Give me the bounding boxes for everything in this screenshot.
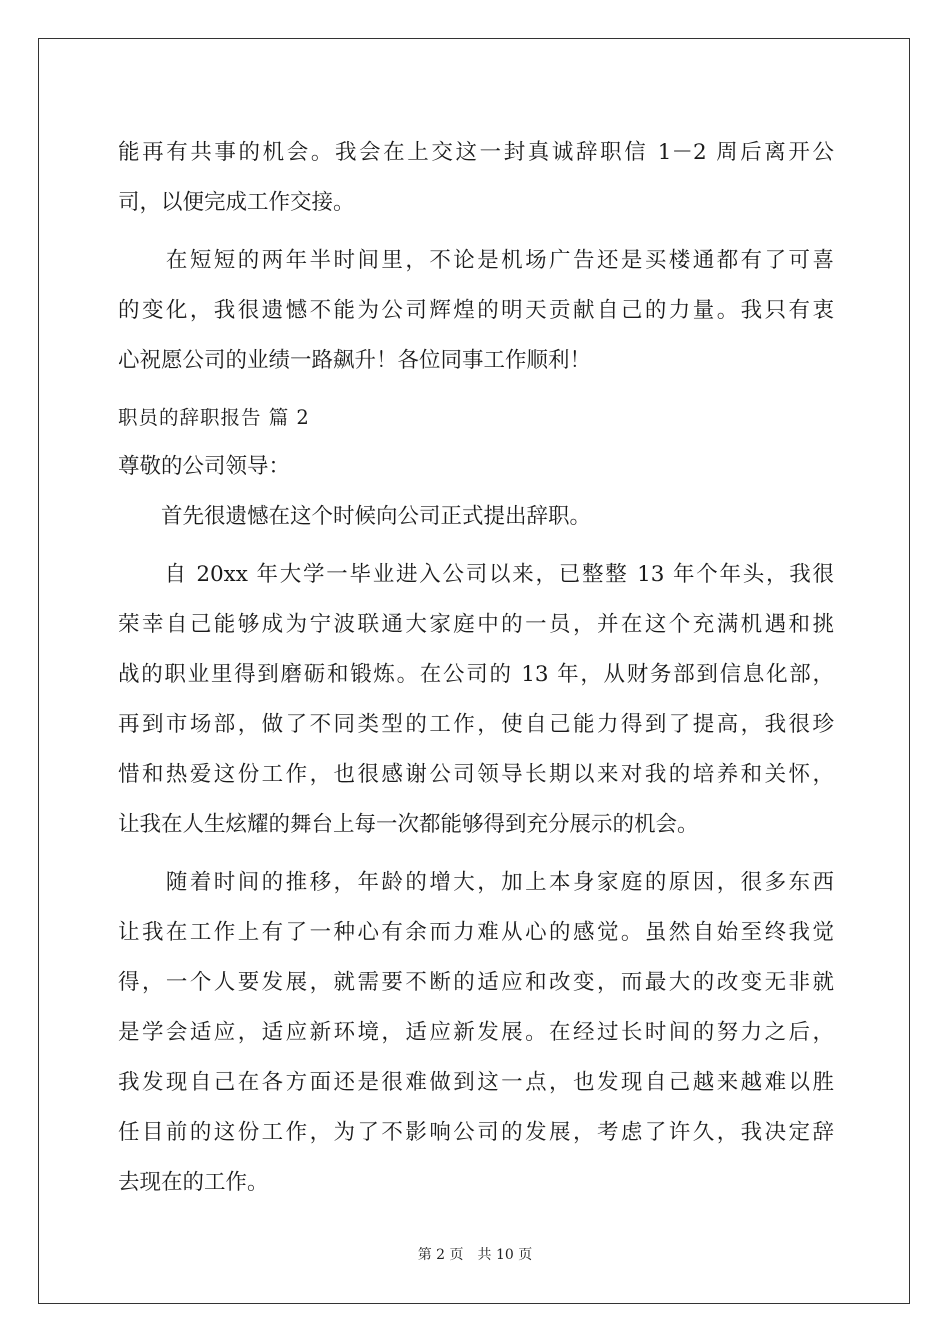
text-line: 司，以便完成工作交接。 [118,190,355,215]
text-line: 荣幸自己能够成为宁波联通大家庭中的一员，并在这个充满机遇和挑 [118,612,834,637]
text-line: 我发现自己在各方面还是很难做到这一点，也发现自己越来越难以胜 [118,1070,834,1095]
text-line: 是学会适应，适应新环境，适应新发展。在经过长时间的努力之后， [118,1020,834,1045]
paragraph [118,492,834,542]
paragraph-continuation [118,128,834,228]
salutation: 尊敬的公司领导： [118,454,291,479]
text-line: 战的职业里得到磨砺和锻炼。在公司的 13 年，从财务部到信息化部， [118,662,834,687]
text-line: 随着时间的推移，年龄的增大，加上本身家庭的原因，很多东西 [118,870,834,895]
text-line: 任目前的这份工作，为了不影响公司的发展，考虑了许久，我决定辞 [118,1120,834,1145]
document-body [118,128,834,1208]
text-line: 得，一个人要发展，就需要不断的适应和改变，而最大的改变无非就 [118,970,834,995]
text-line: 的变化，我很遗憾不能为公司辉煌的明天贡献自己的力量。我只有衷 [118,298,834,323]
text-line: 让我在工作上有了一种心有余而力难从心的感觉。虽然自始至终我觉 [118,920,834,945]
section-heading: 职员的辞职报告 篇 2 [118,406,310,429]
text-line: 在短短的两年半时间里，不论是机场广告还是买楼通都有了可喜 [118,248,834,273]
text-line: 让我在人生炫耀的舞台上每一次都能够得到充分展示的机会。 [118,812,699,837]
paragraph [118,550,834,850]
paragraph [118,236,834,386]
text-line: 自 20xx 年大学一毕业进入公司以来，已整整 13 年个年头，我很 [118,562,834,587]
page-number-footer: 第 2 页 共 10 页 [417,1247,533,1263]
text-line: 惜和热爱这份工作，也很感谢公司领导长期以来对我的培养和关怀， [118,762,834,787]
text-line: 能再有共事的机会。我会在上交这一封真诚辞职信 1－2 周后离开公 [118,140,834,165]
text-line: 再到市场部，做了不同类型的工作，使自己能力得到了提高，我很珍 [118,712,834,737]
text-line: 首先很遗憾在这个时候向公司正式提出辞职。 [118,504,592,529]
text-line: 心祝愿公司的业绩一路飙升！各位同事工作顺利！ [118,348,592,373]
paragraph [118,858,834,1208]
text-line: 去现在的工作。 [118,1170,269,1195]
